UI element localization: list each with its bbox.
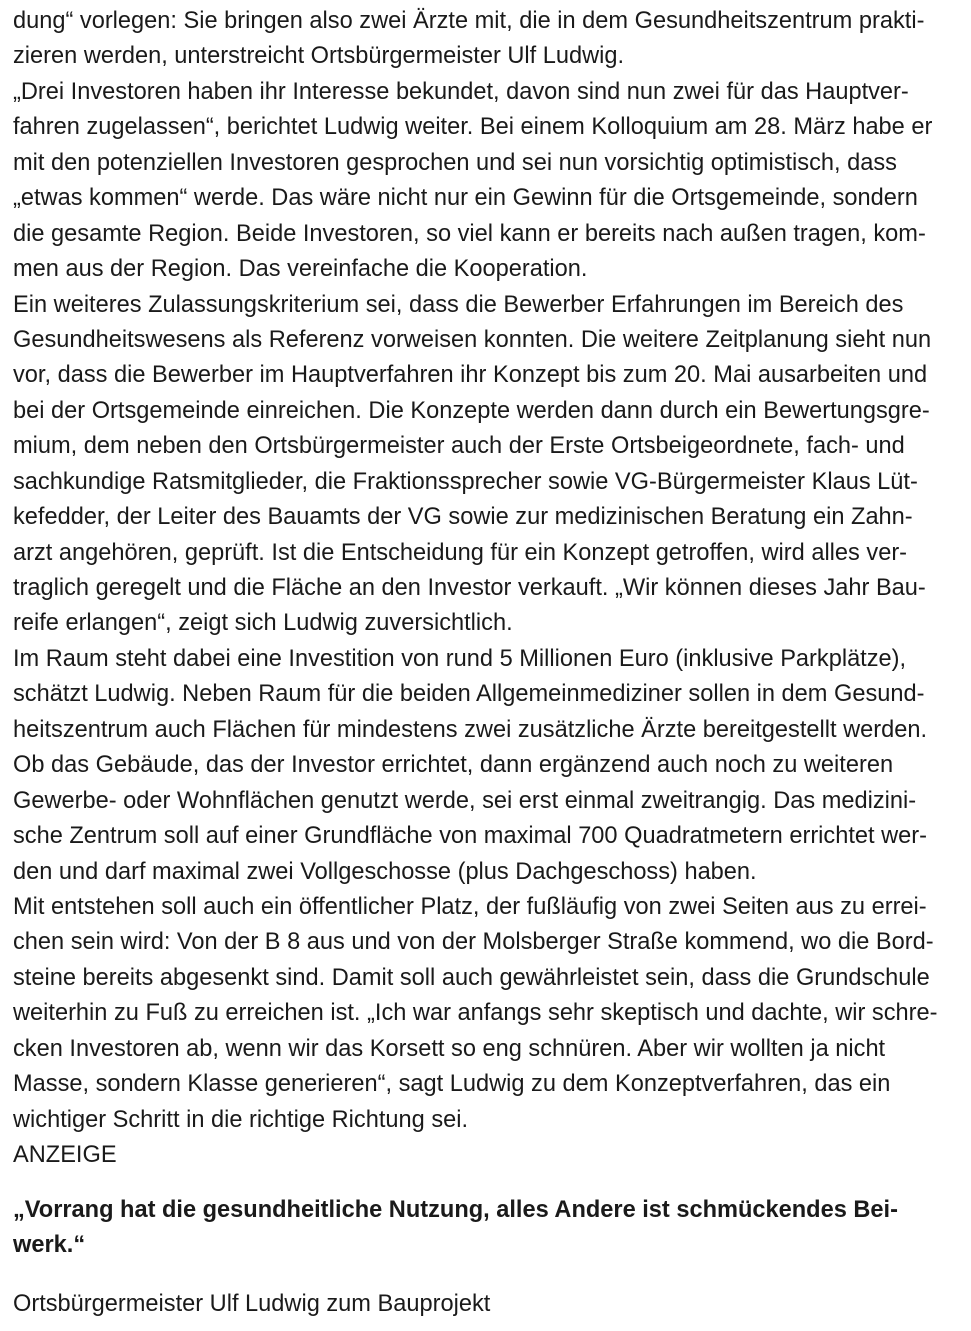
article-line: chen sein wird: Von der B 8 aus und von der Molsberger Straße kommend, wo die Bord- xyxy=(13,929,934,956)
article-line: reife erlangen“, zeigt sich Ludwig zuversichtlich. xyxy=(13,610,513,637)
article-line: sche Zentrum soll auf einer Grundfläche von maximal 700 Quadratmetern errichtet wer- xyxy=(13,823,928,850)
article-line: arzt angehören, geprüft. Ist die Entscheidung für ein Konzept getroffen, wird alles ver- xyxy=(13,539,908,566)
article-line: die gesamte Region. Beide Investoren, so viel kann er bereits nach außen tragen, kom- xyxy=(13,220,926,247)
article-line: cken Investoren ab, wenn wir das Korsett so eng schnüren. Aber wir wollten ja nicht xyxy=(13,1035,886,1062)
article-line: traglich geregelt und die Fläche an den Investor verkauft. „Wir können dieses Jahr Bau- xyxy=(13,575,926,601)
article-line: mium, dem neben den Ortsbürgermeister auch der Erste Ortsbeigeordnete, fach- und xyxy=(13,433,905,460)
article-line: Ein weiteres Zulassungskriterium sei, dass die Bewerber Erfahrungen im Bereich des xyxy=(13,291,904,318)
article-line: Ob das Gebäude, das der Investor errichtet, dann ergänzend auch noch zu weiteren xyxy=(13,752,894,779)
article-line: men aus der Region. Das vereinfache die Kooperation. xyxy=(13,256,588,283)
article-line: den und darf maximal zwei Vollgeschosse (plus Dachgeschoss) haben. xyxy=(13,858,757,885)
article-line: „Drei Investoren haben ihr Interesse bekundet, davon sind nun zwei für das Hauptver- xyxy=(13,78,909,105)
article-line: wichtiger Schritt in die richtige Richtung sei. xyxy=(13,1106,469,1133)
article-line: mit den potenziellen Investoren gesprochen und sei nun vorsichtig optimistisch, dass xyxy=(13,149,897,176)
article-line: Mit entstehen soll auch ein öffentlicher Platz, der fußläufig von zwei Seiten aus zu errei- xyxy=(13,893,927,920)
article-line: bei der Ortsgemeinde einreichen. Die Konzepte werden dann durch ein Bewertungsgre- xyxy=(13,397,930,424)
pull-quote-line: „Vorrang hat die gesundheitliche Nutzung, alles Andere ist schmückendes Bei- xyxy=(13,1197,898,1224)
article-line: heitszentrum auch Flächen für mindestens zwei zusätzliche Ärzte bereitgestellt werden. xyxy=(13,716,928,743)
article-line: „etwas kommen“ werde. Das wäre nicht nur ein Gewinn für die Ortsgemeinde, sondern xyxy=(13,185,918,212)
pull-quote-line: werk.“ xyxy=(13,1232,86,1259)
article-line: weiterhin zu Fuß zu erreichen ist. „Ich war anfangs sehr skeptisch und dachte, wir schre- xyxy=(13,1000,938,1027)
article-line: schätzt Ludwig. Neben Raum für die beiden Allgemeinmediziner sollen in dem Gesund- xyxy=(13,681,925,708)
article-line: Gewerbe- oder Wohnflächen genutzt werde, sei erst einmal zweitrangig. Das medizini- xyxy=(13,787,917,814)
quote-attribution: Ortsbürgermeister Ulf Ludwig zum Bauprojekt xyxy=(13,1291,491,1318)
article-line: vor, dass die Bewerber im Hauptverfahren ihr Konzept bis zum 20. Mai ausarbeiten und xyxy=(13,362,928,389)
article-line: kefedder, der Leiter des Bauamts der VG sowie zur medizinischen Beratung ein Zahn- xyxy=(13,504,913,531)
article-line: dung“ vorlegen: Sie bringen also zwei Ärzte mit, die in dem Gesundheitszentrum prakti- xyxy=(13,8,925,34)
article-body xyxy=(13,4,959,1173)
article-line: sachkundige Ratsmitglieder, die Fraktionssprecher sowie VG-Bürgermeister Klaus Lüt- xyxy=(13,468,918,495)
article-line: Masse, sondern Klasse generieren“, sagt Ludwig zu dem Konzeptverfahren, das ein xyxy=(13,1071,891,1098)
article-line: Gesundheitswesens als Referenz vorweisen konnten. Die weitere Zeitplanung sieht nun xyxy=(13,326,932,353)
article-line: fahren zugelassen“, berichtet Ludwig weiter. Bei einem Kolloquium am 28. März habe er xyxy=(13,114,933,141)
pull-quote xyxy=(13,1193,959,1263)
article-line: zieren werden, unterstreicht Ortsbürgermeister Ulf Ludwig. xyxy=(13,43,625,70)
article-line: steine bereits abgesenkt sind. Damit soll auch gewährleistet sein, dass die Grundschule xyxy=(13,964,930,991)
advertisement-label: ANZEIGE xyxy=(13,1142,117,1168)
article-line: Im Raum steht dabei eine Investition von rund 5 Millionen Euro (inklusive Parkplätze), xyxy=(13,645,907,672)
